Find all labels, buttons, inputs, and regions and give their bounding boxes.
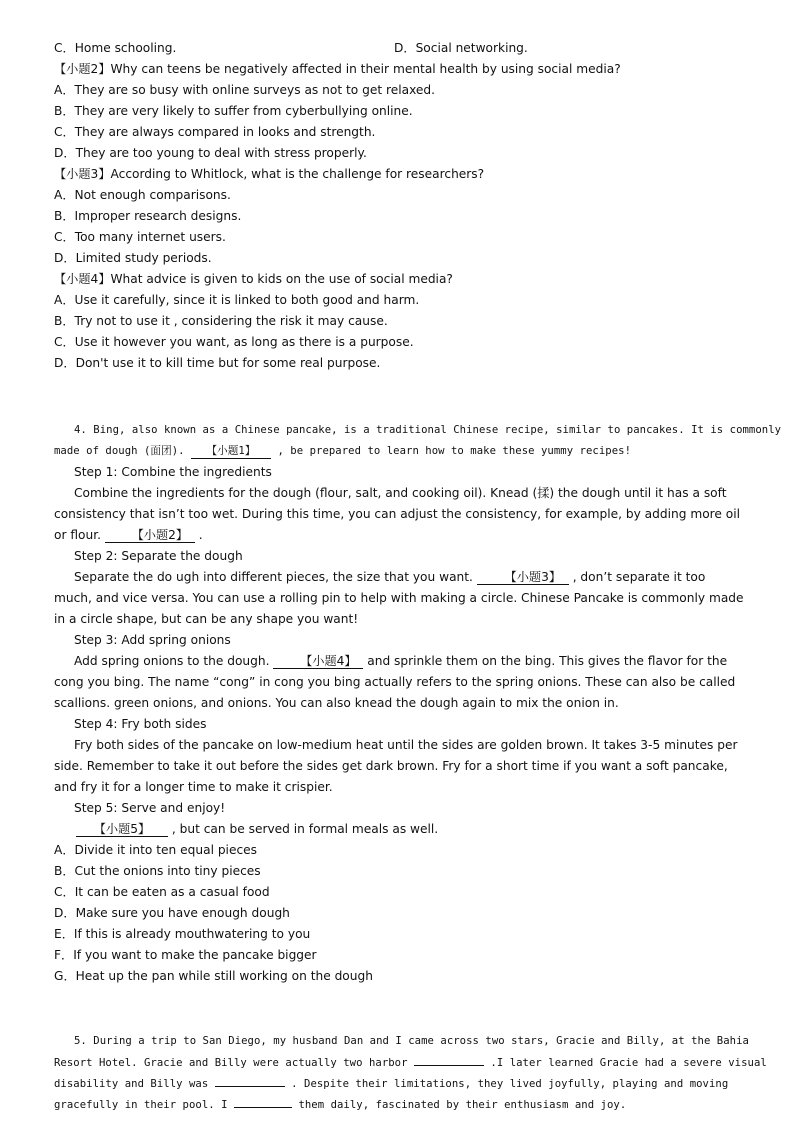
passage-line-2 [54,1052,767,1073]
step-4-paragraph: Fry both sides of the pancake on low-medium heat until the sides are golden brown. It takes 3-5 minutes per side. Remember to take it out before the sides get dark brown. Fry for a short time if you want a soft pancake, and fry it for a longer time to make it crispier. [54,738,738,794]
line-text: disability and Billy was [54,1078,209,1090]
passage-line-1: 5. During a trip to San Diego, my husband Dan and I came across two stars, Gracie and Billy, at the Bahia [74,1035,749,1047]
line-text: them daily, fascinated by their enthusiasm and joy. [298,1099,627,1111]
option-c: C．Too many internet users. [54,230,226,244]
option-e: E．If this is already mouthwatering to you [54,927,311,941]
step-3-text-cont: and sprinkle them on the bing. This gives the flavor for the cong you bing. The name “cong” in cong you bing actually refers to the spring onions. These can also be called scallions. green onions, and onions. You can also knead the dough again to mix the onion in. [54,654,736,710]
step-2-text: Separate the do ugh into different pieces, the size that you want. [74,570,473,584]
option-d: D．Social networking. [394,41,528,55]
option-d: D．Make sure you have enough dough [54,906,290,920]
step-2-paragraph [54,567,744,630]
option-a: A．They are so busy with online surveys as not to get relaxed. [54,83,436,97]
prev-question-options [54,38,744,59]
option-f: F．If you want to make the pancake bigger [54,948,317,962]
line-text: .I later learned Gracie had a severe visual [490,1057,767,1069]
period: . [198,528,203,542]
blank-3[interactable]: 【小题3】 [477,570,569,585]
step-5-line [54,819,744,840]
blank-line[interactable] [215,1073,285,1087]
intro-text: made of dough (面团). [54,445,185,457]
blank-4[interactable]: 【小题4】 [273,654,363,669]
option-b: B．Try not to use it , considering the risk it may cause. [54,314,388,328]
passage-intro-line-1: 4. Bing, also known as a Chinese pancake, is a traditional Chinese recipe, similar to pancakes. It is commonly [74,424,782,436]
step-2-text-cont: , don’t separate it too much, and vice versa. You can use a rolling pin to help with making a circle. Chinese Pancake is commonly made in a circle shape, but can be any shape you want! [54,570,744,626]
passage-5 [54,1031,767,1115]
option-a: A．Not enough comparisons. [54,188,231,202]
option-c: C．It can be eaten as a casual food [54,885,270,899]
option-a: A．Divide it into ten equal pieces [54,843,257,857]
step-2-heading: Step 2: Separate the dough [74,549,243,563]
passage-4-options [54,840,744,987]
question-stem: 【小题3】According to Whitlock, what is the challenge for researchers? [54,167,485,181]
option-a: A．Use it carefully, since it is linked to both good and harm. [54,293,420,307]
question-2 [54,59,744,164]
step-1-heading: Step 1: Combine the ingredients [74,465,272,479]
option-d: D．They are too young to deal with stress properly. [54,146,367,160]
line-text: gracefully in their pool. I [54,1099,228,1111]
option-c: C．Use it however you want, as long as there is a purpose. [54,335,414,349]
line-text: Resort Hotel. Gracie and Billy were actually two harbor [54,1057,408,1069]
passage-4 [54,420,782,987]
step-3-paragraph [54,651,744,714]
option-d: D．Don't use it to kill time but for some real purpose. [54,356,381,370]
blank-5[interactable]: 【小题5】 [76,822,168,837]
passage-intro-line-2 [54,441,744,462]
option-b: B．Improper research designs. [54,209,242,223]
step-1-text: Combine the ingredients for the dough (flour, salt, and cooking oil). Knead (揉) the dough until it has a soft consistency that isn’t too wet. During this time, you can adjust the consistency, for example, by adding more oil or flour. [54,486,741,542]
blank-1[interactable]: 【小题1】 [191,444,271,459]
blank-line[interactable] [414,1052,484,1066]
option-b: B．Cut the onions into tiny pieces [54,864,261,878]
option-c: C．Home schooling. [54,41,177,55]
step-1-paragraph [54,483,744,546]
worksheet-page [54,38,782,1115]
blank-2[interactable]: 【小题2】 [105,528,195,543]
line-text: . Despite their limitations, they lived joyfully, playing and moving [291,1078,729,1090]
option-c: C．They are always compared in looks and strength. [54,125,376,139]
question-3 [54,164,744,269]
step-3-heading: Step 3: Add spring onions [74,633,231,647]
passage-line-3 [54,1073,744,1094]
option-b: B．They are very likely to suffer from cyberbullying online. [54,104,413,118]
step-3-text: Add spring onions to the dough. [74,654,270,668]
question-4 [54,269,744,374]
option-d: D．Limited study periods. [54,251,212,265]
passage-line-4 [54,1094,744,1115]
step-5-text: , but can be served in formal meals as well. [171,822,439,836]
step-4-heading: Step 4: Fry both sides [74,717,207,731]
option-g: G．Heat up the pan while still working on the dough [54,969,373,983]
intro-text: , be prepared to learn how to make these yummy recipes! [277,445,631,457]
step-5-heading: Step 5: Serve and enjoy! [74,801,226,815]
question-stem: 【小题2】Why can teens be negatively affected in their mental health by using social media? [54,62,621,76]
blank-line[interactable] [234,1094,292,1108]
question-stem: 【小题4】What advice is given to kids on the use of social media? [54,272,453,286]
